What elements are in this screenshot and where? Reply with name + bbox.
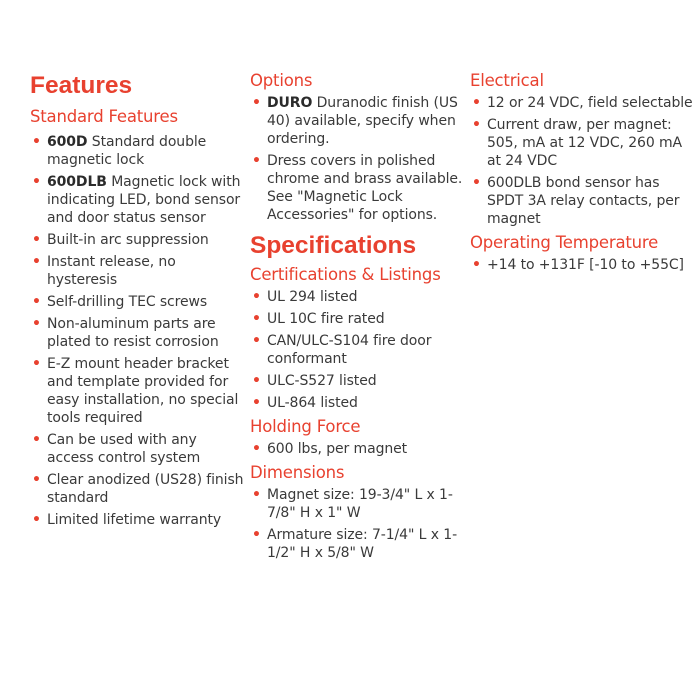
list-item: • Can be used with any access control system	[30, 431, 245, 467]
list-item: • CAN/ULC-S104 fire door conformant	[250, 332, 465, 368]
list-item: • DURO Duranodic finish (US 40) available, specify when ordering.	[250, 94, 465, 148]
list-item: • 600DLB bond sensor has SPDT 3A relay contacts, per magnet	[470, 174, 695, 228]
options-list	[250, 94, 465, 224]
operating-temperature-list	[470, 256, 695, 274]
list-item: • UL-864 listed	[250, 394, 465, 412]
list-item: • ULC-S527 listed	[250, 372, 465, 390]
list-item: • Armature size: 7-1/4" L x 1-1/2" H x 5/8" W	[250, 526, 465, 562]
list-item: • UL 294 listed	[250, 288, 465, 306]
list-item: • Dress covers in polished chrome and brass available. See "Magnetic Lock Accessories" for options.	[250, 152, 465, 224]
features-heading: Features	[30, 72, 133, 99]
certifications-list	[250, 288, 465, 412]
list-item: • Clear anodized (US28) finish standard	[30, 471, 245, 507]
options-heading: Options	[250, 71, 313, 90]
list-item: • Magnet size: 19-3/4" L x 1-7/8" H x 1" W	[250, 486, 465, 522]
list-item: • Instant release, no hysteresis	[30, 253, 245, 289]
list-item: • Limited lifetime warranty	[30, 511, 245, 529]
electrical-list	[470, 94, 695, 228]
holding-force-heading: Holding Force	[250, 417, 361, 436]
list-item: • 12 or 24 VDC, field selectable	[470, 94, 695, 112]
standard-features-heading: Standard Features	[30, 107, 178, 126]
holding-force-list	[250, 440, 465, 458]
specifications-heading: Specifications	[250, 232, 417, 259]
list-item: • 600 lbs, per magnet	[250, 440, 465, 458]
standard-features-list	[30, 133, 245, 529]
list-item: • Current draw, per magnet: 505, mA at 12 VDC, 260 mA at 24 VDC	[470, 116, 695, 170]
dimensions-list	[250, 486, 465, 562]
options-specs-column	[250, 70, 465, 566]
list-item: • 600DLB Magnetic lock with indicating LED, bond sensor and door status sensor	[30, 173, 245, 227]
list-item: • E-Z mount header bracket and template provided for easy installation, no special tools required	[30, 355, 245, 427]
list-item: • Built-in arc suppression	[30, 231, 245, 249]
features-column	[30, 70, 245, 533]
dimensions-heading: Dimensions	[250, 463, 345, 482]
list-item: • Self-drilling TEC screws	[30, 293, 245, 311]
operating-temperature-heading: Operating Temperature	[470, 233, 659, 252]
electrical-column	[470, 70, 695, 278]
electrical-heading: Electrical	[470, 71, 544, 90]
list-item: • +14 to +131F [-10 to +55C]	[470, 256, 695, 274]
list-item: • 600D Standard double magnetic lock	[30, 133, 245, 169]
certifications-heading: Certifications & Listings	[250, 265, 441, 284]
list-item: • UL 10C fire rated	[250, 310, 465, 328]
list-item: • Non-aluminum parts are plated to resist corrosion	[30, 315, 245, 351]
